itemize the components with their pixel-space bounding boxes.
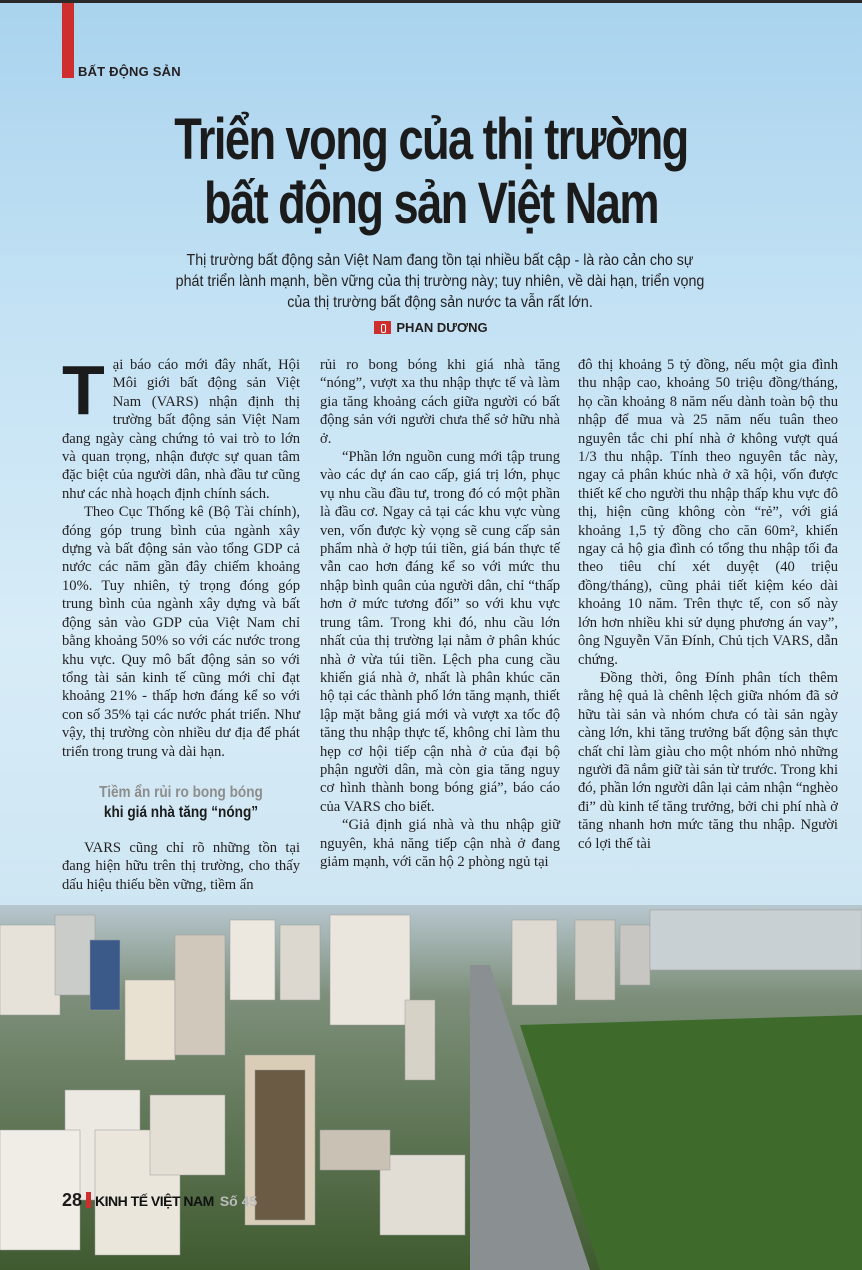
paragraph: “Giả định giá nhà và thu nhập giữ nguyên, khả năng tiếp cận nhà ở đang giảm mạnh, với căn hộ 2 phòng ngủ tại <box>320 817 560 870</box>
column-3 <box>578 356 838 853</box>
subheading <box>80 783 282 823</box>
building <box>125 980 175 1060</box>
author-name: PHAN DƯƠNG <box>396 320 488 335</box>
page-number: 28 <box>62 1190 83 1210</box>
building <box>175 935 225 1055</box>
paragraph <box>62 351 300 503</box>
paragraph: rủi ro bong bóng khi giá nhà tăng “nóng”, vượt xa thu nhập thực tế và làm gia tăng khoảng cách giữa người có bất động sản với người chưa thể sở hữu nhà ở. <box>320 357 560 447</box>
article-title <box>0 108 862 236</box>
section-accent-bar <box>62 3 74 78</box>
building <box>255 1070 305 1220</box>
pen-icon <box>374 321 391 334</box>
building <box>405 1000 435 1080</box>
paragraph: đô thị khoảng 5 tỷ đồng, nếu một gia đình thu nhập cao, khoảng 50 triệu đồng/tháng, họ cần khoảng 8 năm nếu dành toàn bộ thu nhập để mua và 25 năm nếu tuân theo nguyên tắc chi phí nhà ở không vượt quá 1/3 thu nhập. Tính theo nguyên tắc này, ngay cả phân khúc nhà ở xã hội, vốn được thiết kế cho người thu nhập thấp khu vực đô thị, hiện cũng không còn “rẻ”, với giá khoảng 1,5 tỷ đồng cho căn 60m², khiến ngay cả hộ gia đình có tổng thu nhập tối đa theo tiêu chí xét duyệt (40 triệu đồng/tháng), cũng phải tiết kiệm kéo dài khoảng 10 năm. Trên thực tế, con số này lớn hơn nhiều khi sử dụng phương án vay”, ông Nguyễn Văn Đính, Chủ tịch VARS, dẫn chứng. <box>578 357 838 668</box>
title-line: bất động sản Việt Nam <box>203 171 659 236</box>
subheading-line: khi giá nhà tăng “nóng” <box>103 803 259 821</box>
magazine-name: KINH TẾ VIỆT NAM <box>95 1193 214 1209</box>
byline <box>0 320 862 335</box>
page-footer <box>62 1190 257 1211</box>
building <box>280 925 320 1000</box>
drop-cap: T <box>62 351 105 429</box>
building <box>150 1095 225 1175</box>
building <box>380 1155 465 1235</box>
title-line: Triển vọng của thị trường <box>174 107 688 172</box>
article-lead: Thị trường bất động sản Việt Nam đang tồn tại nhiều bất cập - là rào cản cho sự phát triển lành mạnh, bền vững của thị trường này; tuy nhiên, về dài hạn, triển vọng của thị trường bất động sản nước ta vẫn rất lớn. <box>175 252 705 311</box>
building <box>230 920 275 1000</box>
footer-accent <box>86 1192 91 1208</box>
top-rule <box>0 0 862 3</box>
column-2 <box>320 356 560 871</box>
building <box>320 1130 390 1170</box>
city-aerial-photo <box>0 905 862 1270</box>
building <box>330 915 410 1025</box>
paragraph-text: ại báo cáo mới đây nhất, Hội Môi giới bất động sản Việt Nam (VARS) nhận định thị trường bất động sản Việt Nam đang ngày càng chứng tỏ vai trò to lớn và quan trọng, nhận được sự quan tâm đặc biệt của người dân, nhà đầu tư cũng như các nhà hoạch định chính sách. <box>62 357 300 502</box>
building <box>575 920 615 1000</box>
building <box>512 920 557 1005</box>
subheading-line: Tiềm ẩn rủi ro bong bóng <box>99 783 263 801</box>
building <box>620 925 650 985</box>
building <box>650 910 862 970</box>
issue-number: Số 45 <box>219 1193 258 1209</box>
paragraph: Theo Cục Thống kê (Bộ Tài chính), đóng góp trung bình của ngành xây dựng và bất động sản vào tổng GDP cả nước các năm gần đây chiếm khoảng 10%. Tuy nhiên, tỷ trọng đóng góp trung bình của ngành xây dựng và bất động sản vào GDP của Việt Nam chỉ bằng khoảng 50% so với các nước trong khu vực. Quy mô bất động sản so với tổng tài sản kinh tế cũng mới chỉ đạt khoảng 21% - thấp hơn đáng kể so với con số 35% tại các nước phát triển. Như vậy, thị trường còn nhiều dư địa để phát triển trong trung và dài hạn. <box>62 504 300 760</box>
paragraph: Đồng thời, ông Đính phân tích thêm rằng hệ quả là chênh lệch giữa nhóm đã sở hữu tài sản và nhóm chưa có tài sản ngày càng lớn, khi tăng trưởng bất động sản thực chất chỉ làm giàu cho một nhóm nhỏ những người đã nắm giữ tài sản từ trước. Trong khi đó, phần lớn người dân lại cảm nhận “nghèo đi” dù kinh tế tăng trưởng, bởi chi phí nhà ở tăng nhanh hơn mức tăng thu nhập. Người có lợi thế tài <box>578 669 838 852</box>
paragraph: “Phần lớn nguồn cung mới tập trung vào các dự án cao cấp, giá trị lớn, phục vụ nhu cầu đầu tư, trong đó có một phần là đầu cơ. Ngay cả tại các khu vực vùng ven, vốn được kỳ vọng sẽ cung cấp sản phẩm nhà ở hợp túi tiền, giá bán thực tế vẫn cao hơn đáng kể so với mức thu nhập bình quân của người dân, chỉ “thấp hơn ở mức tương đối” so với khu vực trung tâm. Trong khi đó, nhu cầu lớn nhất của thị trường lại nằm ở phân khúc nhà ở vừa túi tiền. Lệch pha cung cầu khiến giá nhà ở, nhất là phân khúc căn hộ tại các thành phố lớn tăng mạnh, thiết lập mặt bằng giá mới và vượt xa tốc độ tăng thu nhập thực tế, không chỉ làm thu hẹp cơ hội tiếp cận nhà ở của đại bộ phận người dân, mà còn gia tăng nguy cơ hình thành bong bóng giá”, báo cáo của VARS cho biết. <box>320 449 560 815</box>
building <box>0 925 60 1015</box>
paragraph: VARS cũng chỉ rõ những tồn tại đang hiện hữu trên thị trường, cho thấy dấu hiệu thiếu bền vững, tiềm ẩn <box>62 839 300 893</box>
building <box>90 940 120 1010</box>
section-label: BẤT ĐỘNG SẢN <box>78 64 181 79</box>
column-1 <box>62 351 300 894</box>
building <box>55 915 95 995</box>
